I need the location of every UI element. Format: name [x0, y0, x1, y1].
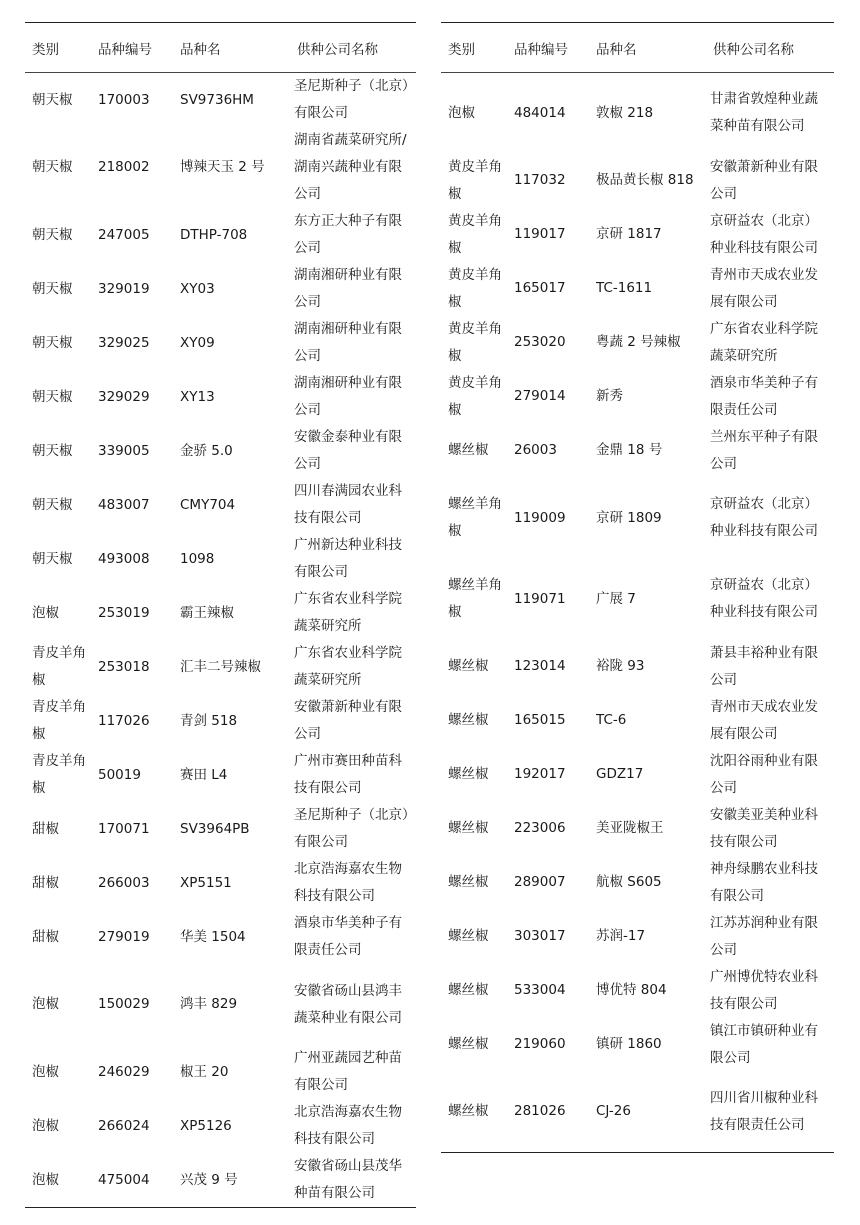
variety-code-cell: 289007	[514, 874, 566, 890]
table-row	[441, 73, 834, 154]
variety-code-cell: 170003	[98, 91, 150, 108]
variety-code-cell: 329029	[98, 388, 150, 405]
variety-code-cell: 223006	[514, 820, 566, 836]
variety-name-cell: 金骄 5.0	[180, 442, 233, 459]
category-cell: 朝天椒	[32, 388, 73, 405]
company-cell: 湖南省蔬菜研究所/湖南兴蔬种业有限公司	[294, 132, 407, 202]
category-cell: 黄皮羊角椒	[448, 374, 502, 418]
variety-code-cell: 253018	[98, 658, 150, 675]
variety-name-cell: 极品黄长椒 818	[596, 172, 694, 188]
table-row	[441, 559, 834, 640]
variety-code-cell: 329025	[98, 334, 150, 351]
table-row	[25, 802, 416, 856]
table-row	[25, 73, 416, 128]
variety-code-cell: 150029	[98, 996, 150, 1012]
variety-name-cell: 椒王 20	[180, 1063, 229, 1080]
company-cell: 酒泉市华美种子有限责任公司	[294, 915, 402, 958]
table-row	[25, 208, 416, 262]
variety-code-cell: 119071	[514, 590, 566, 607]
table-row	[441, 856, 834, 910]
variety-code-cell: 253020	[514, 334, 566, 350]
variety-name-cell: 粤蔬 2 号辣椒	[596, 334, 681, 350]
company-cell: 安徽美亚美种业科技有限公司	[710, 806, 818, 850]
variety-table-right	[441, 22, 834, 1153]
variety-code-cell: 475004	[91, 1153, 173, 1208]
variety-name-cell: 裕陇 93	[596, 658, 645, 674]
category-cell: 甜椒	[32, 928, 59, 945]
table-row	[25, 424, 416, 478]
company-cell: 广州市赛田种苗科技有限公司	[294, 753, 402, 796]
variety-name-cell: TC-1611	[596, 280, 653, 296]
category-cell: 泡椒	[32, 1063, 59, 1080]
category-cell: 黄皮羊角椒	[448, 158, 502, 202]
table-row	[25, 532, 416, 586]
table-row	[441, 1072, 834, 1153]
variety-code-cell: 266024	[98, 1117, 150, 1134]
variety-name-cell: 京研 1809	[596, 509, 662, 526]
variety-name-cell: XY09	[180, 334, 215, 351]
category-cell: 螺丝椒	[448, 1036, 489, 1052]
company-cell: 广州亚蔬园艺种苗有限公司	[294, 1050, 402, 1093]
variety-code-cell: 279019	[98, 928, 150, 945]
category-cell: 黄皮羊角椒	[448, 320, 502, 364]
variety-name-cell: GDZ17	[596, 766, 644, 782]
variety-code-cell: 339005	[98, 442, 150, 459]
category-cell: 甜椒	[32, 820, 59, 837]
company-cell: 萧县丰裕种业有限公司	[710, 644, 818, 688]
company-cell: 广东省农业科学院蔬菜研究所	[294, 591, 402, 634]
variety-name-cell: 华美 1504	[180, 928, 246, 945]
category-cell: 青皮羊角椒	[32, 699, 86, 742]
variety-code-cell: 246029	[98, 1063, 150, 1080]
table-row	[441, 316, 834, 370]
table-row	[25, 1099, 416, 1153]
variety-code-cell: 26003	[514, 442, 557, 458]
variety-name-cell: 京研 1817	[596, 226, 662, 242]
variety-code-cell: 117026	[98, 712, 150, 729]
category-cell: 朝天椒	[32, 442, 73, 459]
company-cell: 神舟绿鹏农业科技有限公司	[710, 860, 818, 904]
category-cell: 螺丝椒	[448, 982, 489, 998]
variety-name-cell: XY03	[180, 280, 215, 297]
variety-name-cell: SV3964PB	[180, 820, 250, 837]
table-row	[441, 802, 834, 856]
table-row	[441, 748, 834, 802]
table-row	[25, 586, 416, 640]
table-row	[25, 964, 416, 1045]
variety-name-cell: 赛田 L4	[180, 766, 228, 783]
variety-code-cell: 119017	[514, 226, 566, 242]
company-cell: 青州市天成农业发展有限公司	[710, 698, 818, 742]
variety-code-cell: 50019	[98, 766, 141, 783]
header-variety-code: 品种编号	[507, 23, 589, 73]
category-cell: 青皮羊角椒	[32, 753, 86, 796]
variety-name-cell: XP5126	[180, 1117, 232, 1134]
table-row	[441, 208, 834, 262]
variety-name-cell: 苏润-17	[596, 928, 646, 944]
table-row	[25, 1045, 416, 1099]
company-cell: 湖南湘研种业有限公司	[294, 321, 402, 364]
company-cell: 广州新达种业科技有限公司	[294, 537, 402, 580]
table-row	[441, 478, 834, 559]
table-row	[441, 424, 834, 478]
variety-code-cell: 170071	[98, 820, 150, 837]
company-cell: 湖南湘研种业有限公司	[294, 375, 402, 418]
company-cell: 安徽萧新种业有限公司	[294, 699, 402, 742]
category-cell: 朝天椒	[32, 334, 73, 351]
table-row	[25, 127, 416, 208]
variety-name-cell: 敦椒 218	[596, 104, 654, 121]
category-cell: 朝天椒	[32, 226, 73, 243]
variety-name-cell: SV9736HM	[180, 91, 254, 108]
variety-name-cell: 1098	[180, 550, 215, 567]
company-cell: 京研益农（北京）种业科技有限公司	[710, 212, 818, 256]
variety-code-cell: 266003	[98, 874, 150, 891]
variety-name-cell: XY13	[180, 388, 215, 405]
variety-name-cell: 美亚陇椒王	[596, 820, 664, 836]
header-row	[441, 23, 834, 73]
table-row	[25, 748, 416, 802]
category-cell: 螺丝椒	[448, 712, 489, 728]
table-row	[441, 154, 834, 208]
company-cell: 湖南湘研种业有限公司	[294, 267, 402, 310]
header-variety-name: 品种名	[589, 23, 706, 73]
table-row	[25, 640, 416, 694]
table-row	[25, 856, 416, 910]
table-row	[441, 910, 834, 964]
category-cell: 螺丝椒	[448, 442, 489, 458]
company-cell: 广州博优特农业科技有限公司	[710, 968, 818, 1012]
header-category: 类别	[441, 23, 507, 73]
variety-name-cell: 航椒 S605	[596, 874, 662, 890]
variety-code-cell: 165017	[514, 280, 566, 296]
company-cell: 京研益农（北京）种业科技有限公司	[710, 496, 818, 539]
variety-name-cell: 青剑 518	[180, 712, 238, 729]
variety-name-cell: 兴茂 9 号	[173, 1153, 290, 1208]
variety-name-cell: CMY704	[180, 496, 236, 513]
company-cell: 广东省农业科学院蔬菜研究所	[710, 320, 818, 364]
table-row	[25, 370, 416, 424]
category-cell: 泡椒	[32, 1117, 59, 1134]
variety-name-cell: 鸿丰 829	[180, 996, 238, 1012]
category-cell: 泡椒	[32, 604, 59, 621]
variety-code-cell: 119009	[514, 509, 566, 526]
table-row	[441, 964, 834, 1018]
variety-name-cell: CJ-26	[589, 1072, 706, 1153]
variety-name-cell: 博优特 804	[596, 982, 667, 998]
variety-code-cell: 493008	[98, 550, 150, 567]
header-variety-code: 品种编号	[91, 23, 173, 73]
company-cell: 青州市天成农业发展有限公司	[710, 266, 818, 310]
variety-code-cell: 247005	[98, 226, 150, 243]
company-cell: 沈阳谷雨种业有限公司	[710, 752, 818, 796]
variety-code-cell: 117032	[514, 172, 566, 188]
category-cell: 泡椒	[448, 104, 475, 121]
table-row	[441, 640, 834, 694]
company-cell: 酒泉市华美种子有限责任公司	[710, 374, 818, 418]
category-cell: 螺丝椒	[448, 928, 489, 944]
category-cell: 黄皮羊角椒	[448, 266, 502, 310]
category-cell: 泡椒	[32, 996, 59, 1012]
company-cell: 圣尼斯种子（北京）有限公司	[294, 78, 409, 121]
variety-name-cell: 金鼎 18 号	[596, 442, 663, 458]
category-cell: 螺丝椒	[448, 820, 489, 836]
variety-code-cell: 484014	[514, 104, 566, 121]
variety-name-cell: 镇研 1860	[596, 1036, 662, 1052]
variety-name-cell: 新秀	[596, 388, 623, 404]
category-cell: 泡椒	[25, 1153, 91, 1208]
variety-name-cell: 霸王辣椒	[180, 604, 234, 621]
category-cell: 青皮羊角椒	[32, 645, 86, 688]
category-cell: 甜椒	[32, 874, 59, 891]
company-cell: 安徽萧新种业有限公司	[710, 158, 818, 202]
category-cell: 朝天椒	[32, 280, 73, 297]
company-cell: 四川省川椒种业科技有限责任公司	[706, 1072, 834, 1153]
company-cell: 安徽金泰种业有限公司	[294, 429, 402, 472]
header-variety-name: 品种名	[173, 23, 290, 73]
company-cell: 北京浩海嘉农生物科技有限公司	[294, 1104, 402, 1147]
variety-name-cell: DTHP-708	[180, 226, 248, 243]
category-cell: 螺丝羊角椒	[448, 577, 502, 620]
table-row	[25, 694, 416, 748]
category-cell: 朝天椒	[32, 159, 73, 175]
company-cell: 京研益农（北京）种业科技有限公司	[710, 577, 818, 620]
company-cell: 东方正大种子有限公司	[294, 213, 402, 256]
table-row	[25, 316, 416, 370]
variety-code-cell: 279014	[514, 388, 566, 404]
company-cell: 四川春满园农业科技有限公司	[294, 483, 402, 526]
variety-code-cell: 253019	[98, 604, 150, 621]
header-company: 供种公司名称	[290, 23, 416, 73]
company-cell: 安徽省砀山县茂华种苗有限公司	[290, 1153, 416, 1208]
variety-name-cell: 博辣天玉 2 号	[180, 159, 265, 175]
company-cell: 镇江市镇研种业有限公司	[710, 1022, 818, 1066]
variety-code-cell: 218002	[98, 159, 150, 175]
variety-name-cell: 广展 7	[596, 590, 636, 607]
variety-code-cell: 281026	[507, 1072, 589, 1153]
header-row	[25, 23, 416, 73]
category-cell: 螺丝羊角椒	[448, 496, 502, 539]
company-cell: 江苏苏润种业有限公司	[710, 914, 818, 958]
category-cell: 朝天椒	[32, 91, 73, 108]
header-category: 类别	[25, 23, 91, 73]
table-row	[441, 1018, 834, 1072]
company-cell: 甘肃省敦煌种业蔬菜种苗有限公司	[710, 91, 818, 135]
variety-code-cell: 219060	[514, 1036, 566, 1052]
table-row	[25, 262, 416, 316]
variety-name-cell: 汇丰二号辣椒	[180, 658, 261, 675]
table-row	[25, 478, 416, 532]
table-row	[441, 370, 834, 424]
company-cell: 北京浩海嘉农生物科技有限公司	[294, 861, 402, 904]
variety-name-cell: XP5151	[180, 874, 232, 891]
variety-code-cell: 165015	[514, 712, 566, 728]
variety-code-cell: 192017	[514, 766, 566, 782]
category-cell: 螺丝椒	[448, 874, 489, 890]
category-cell: 朝天椒	[32, 496, 73, 513]
company-cell: 广东省农业科学院蔬菜研究所	[294, 645, 402, 688]
variety-code-cell: 533004	[514, 982, 566, 998]
variety-table-left	[25, 22, 416, 1208]
category-cell: 朝天椒	[32, 550, 73, 567]
variety-code-cell: 123014	[514, 658, 566, 674]
table-row	[441, 262, 834, 316]
company-cell: 兰州东平种子有限公司	[710, 428, 818, 472]
category-cell: 螺丝椒	[441, 1072, 507, 1153]
category-cell: 螺丝椒	[448, 658, 489, 674]
table-row	[441, 694, 834, 748]
variety-code-cell: 483007	[98, 496, 150, 513]
variety-name-cell: TC-6	[596, 712, 627, 728]
variety-code-cell: 303017	[514, 928, 566, 944]
table-row	[25, 910, 416, 964]
header-company: 供种公司名称	[706, 23, 834, 73]
category-cell: 螺丝椒	[448, 766, 489, 782]
variety-code-cell: 329019	[98, 280, 150, 297]
table-row	[25, 1153, 416, 1208]
category-cell: 黄皮羊角椒	[448, 212, 502, 256]
company-cell: 安徽省砀山县鸿丰蔬菜种业有限公司	[294, 982, 402, 1026]
company-cell: 圣尼斯种子（北京）有限公司	[294, 807, 409, 850]
